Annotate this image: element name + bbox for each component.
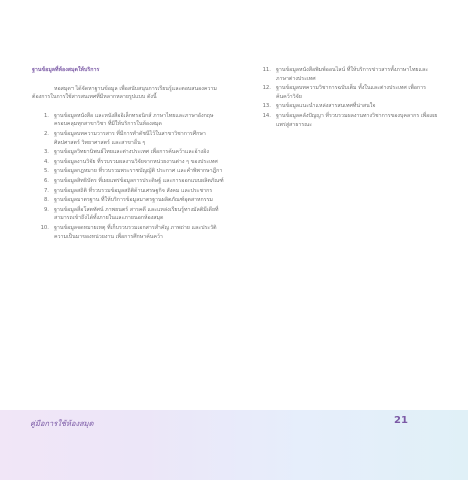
list-item-text: ฐานข้อมูลสถิติ ที่รวบรวมข้อมูลสถิติด้านเศรษฐกิจ สังคม และประชากร bbox=[54, 187, 213, 194]
list-item-number: 9. bbox=[43, 206, 49, 213]
list-item-text: ฐานข้อมูลมาตรฐาน ที่ให้บริการข้อมูลมาตรฐานผลิตภัณฑ์อุตสาหกรรม bbox=[54, 197, 213, 204]
list-item-number: 7. bbox=[43, 187, 49, 194]
list-item bbox=[32, 187, 228, 196]
list-item-number: 2. bbox=[43, 130, 49, 137]
list-item-number: 5. bbox=[43, 168, 49, 175]
list-item bbox=[32, 196, 228, 205]
list-item-text: ฐานข้อมูลสื่อโสตทัศน์ ภาพยนตร์ สารคดี และแหล่งเรียนรู้ทางมัลติมีเดียที่สามารถเข้าถึงได้ทั้งภายในและภายนอกห้องสมุด bbox=[54, 206, 219, 222]
database-list-left bbox=[32, 112, 228, 241]
list-item-text: ฐานข้อมูลบทความวิชาการฉบับเต็ม ทั้งในและต่างประเทศ เพื่อการค้นคว้าวิจัย bbox=[276, 85, 426, 100]
list-item bbox=[32, 177, 228, 186]
list-item-text: ฐานข้อมูลคลังปัญญา ที่รวบรวมผลงานทางวิชาการของบุคลากร เพื่อเผยแพร่สู่สาธารณะ bbox=[276, 112, 438, 128]
list-item bbox=[32, 148, 228, 157]
list-item-number: 11. bbox=[262, 67, 271, 73]
list-item-number: 4. bbox=[43, 158, 49, 165]
list-item-number: 14. bbox=[262, 112, 271, 119]
list-item-number: 3. bbox=[43, 149, 49, 156]
intro-paragraph: หอสมุดฯ ได้จัดหาฐานข้อมูล เพื่อสนับสนุนการเรียนรู้และตอบสนองความต้องการในการใช้สารสนเทศที่มีหลากหลายรูปแบบ ดังนี้ bbox=[32, 85, 217, 101]
footer-title: คู่มือการใช้ห้องสมุด bbox=[30, 419, 94, 428]
list-item-text: ฐานข้อมูลหนังสือ และหนังสืออิเล็กทรอนิกส์ ภาษาไทยและภาษาอังกฤษ ครอบคลุมทุกสาขาวิชา ที่มีให้บริการในห้องสมุด bbox=[54, 112, 214, 128]
list-item bbox=[258, 84, 438, 101]
list-item-number: 8. bbox=[43, 197, 49, 204]
list-item-text: ฐานข้อมูลวิทยานิพนธ์ไทยและต่างประเทศ เพื่อการค้นคว้าและอ้างอิง bbox=[54, 149, 209, 156]
list-item-text: ฐานข้อมูลบทความวารสาร ที่มีการทำดัชนีไว้ในสาขาวิชาการศึกษา ศิลปศาสตร์ วิทยาศาสตร์ และสาขาอื่น ๆ bbox=[54, 130, 206, 146]
list-item bbox=[32, 167, 228, 176]
list-item-text: ฐานข้อมูลกฎหมาย ที่รวบรวมพระราชบัญญัติ ประกาศ และคำพิพากษาฎีกา bbox=[54, 168, 223, 175]
list-item-text: ฐานข้อมูลหนังสือพิมพ์ออนไลน์ ที่ให้บริการข่าวสารทั้งภาษาไทยและภาษาต่างประเทศ bbox=[276, 67, 429, 82]
list-item-number: 1. bbox=[43, 112, 49, 119]
right-column bbox=[258, 66, 438, 130]
list-item-text: ฐานข้อมูลสิทธิบัตร ที่เผยแพร่ข้อมูลการประดิษฐ์ และการออกแบบผลิตภัณฑ์ bbox=[54, 177, 224, 184]
list-item bbox=[32, 112, 228, 129]
list-item bbox=[258, 102, 438, 111]
list-item-text: ฐานข้อมูลจดหมายเหตุ ที่เก็บรวบรวมเอกสารสำคัญ ภาพถ่าย และประวัติความเป็นมาของหน่วยงาน เพื่อการศึกษาค้นคว้า bbox=[54, 224, 217, 240]
list-item bbox=[258, 66, 438, 83]
section-heading: ฐานข้อมูลที่ห้องสมุดให้บริการ bbox=[32, 67, 100, 73]
list-item bbox=[32, 224, 228, 241]
list-item bbox=[258, 112, 438, 129]
list-item bbox=[32, 158, 228, 167]
list-item bbox=[32, 130, 228, 147]
list-item bbox=[32, 206, 228, 223]
left-column bbox=[32, 66, 228, 242]
list-item-number: 6. bbox=[43, 177, 49, 184]
list-item-number: 12. bbox=[262, 85, 271, 92]
list-item-text: ฐานข้อมูลงานวิจัย ที่รวบรวมผลงานวิจัยจากหน่วยงานต่าง ๆ ของประเทศ bbox=[54, 158, 218, 165]
page-number: 21 bbox=[394, 415, 408, 426]
list-item-text: ฐานข้อมูลแนะนำแหล่งสารสนเทศที่น่าสนใจ bbox=[276, 103, 376, 110]
list-item-number: 10. bbox=[40, 224, 49, 231]
list-item-number: 13. bbox=[262, 103, 271, 110]
database-list-right bbox=[258, 66, 438, 129]
